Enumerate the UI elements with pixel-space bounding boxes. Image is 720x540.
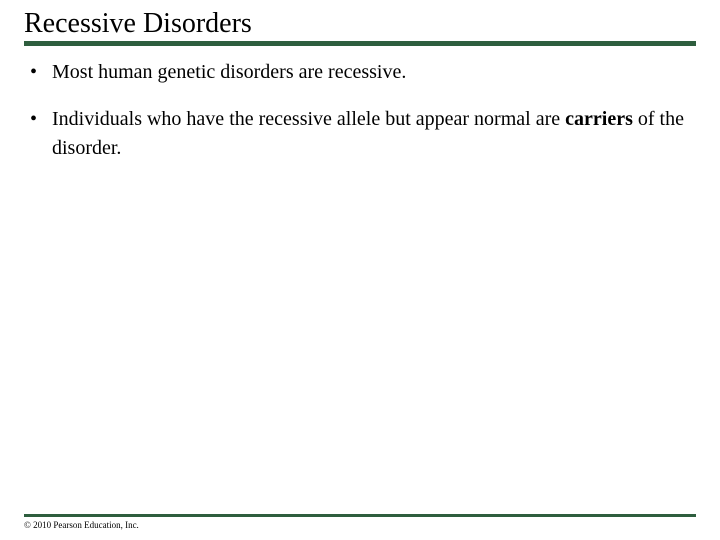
- bullet-text-2-emphasis: carriers: [565, 108, 633, 130]
- bullet-icon: •: [30, 108, 38, 130]
- bullet-list: [24, 58, 684, 181]
- slide-title: Recessive Disorders: [24, 8, 252, 39]
- footer-divider: [24, 514, 696, 517]
- copyright-footer: © 2010 Pearson Education, Inc.: [24, 520, 139, 530]
- bullet-text-1: Most human genetic disorders are recessive.: [52, 61, 407, 83]
- bullet-item-1: [24, 58, 684, 87]
- bullet-icon: •: [30, 61, 38, 83]
- title-divider: [24, 41, 696, 46]
- bullet-text-2-start: Individuals who have the recessive allele but appear normal are: [52, 108, 566, 130]
- bullet-text-2-end: of the disorder.: [52, 108, 684, 159]
- bullet-item-2: [24, 105, 684, 163]
